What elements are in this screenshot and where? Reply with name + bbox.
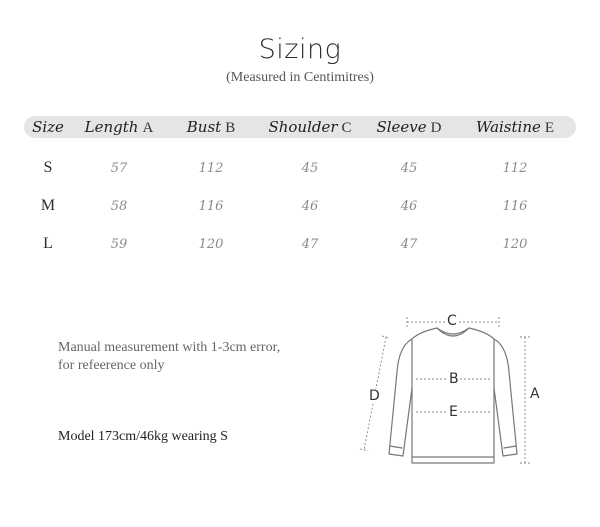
measurement-note	[58, 339, 318, 375]
row-size-l: L	[43, 235, 53, 252]
header-waistine: Waistine E	[475, 117, 555, 136]
label-c: C	[447, 313, 457, 329]
header-length: Length A	[84, 117, 154, 136]
cell-shoulder: 45	[301, 160, 319, 176]
label-d: D	[369, 388, 380, 404]
cell-length: 58	[110, 198, 128, 214]
note-line-2: for refeerence only	[58, 358, 165, 373]
cell-sleeve: 47	[400, 236, 418, 252]
label-e: E	[449, 404, 458, 420]
model-info: Model 173cm/46kg wearing S	[58, 429, 228, 444]
cell-bust: 120	[198, 236, 224, 252]
row-size-s: S	[43, 159, 53, 176]
table-row	[24, 225, 576, 263]
row-size-m: M	[40, 197, 56, 214]
cell-shoulder: 47	[301, 236, 319, 252]
note-line-1: Manual measurement with 1-3cm error,	[58, 340, 281, 355]
cell-bust: 116	[198, 198, 224, 214]
header-size: Size	[32, 117, 64, 136]
header-shoulder: Shoulder C	[268, 117, 352, 136]
table-row	[24, 187, 576, 225]
label-a: A	[530, 386, 540, 402]
header-sleeve: Sleeve D	[376, 117, 442, 136]
header-bust: Bust B	[186, 117, 236, 136]
table-row	[24, 149, 576, 187]
cell-shoulder: 46	[301, 198, 319, 214]
cell-length: 59	[110, 236, 128, 252]
page-title: Sizing	[258, 34, 342, 65]
cell-sleeve: 45	[400, 160, 418, 176]
cell-length: 57	[110, 160, 128, 176]
cell-bust: 112	[198, 160, 224, 176]
cell-sleeve: 46	[400, 198, 418, 214]
table-header-row	[24, 116, 576, 138]
sweater-diagram	[355, 300, 555, 480]
cell-waistine: 112	[502, 160, 528, 176]
page-subtitle: (Measured in Centimitres)	[226, 70, 374, 85]
cell-waistine: 116	[502, 198, 528, 214]
label-b: B	[449, 371, 459, 387]
size-table	[24, 116, 576, 263]
cell-waistine: 120	[502, 236, 528, 252]
